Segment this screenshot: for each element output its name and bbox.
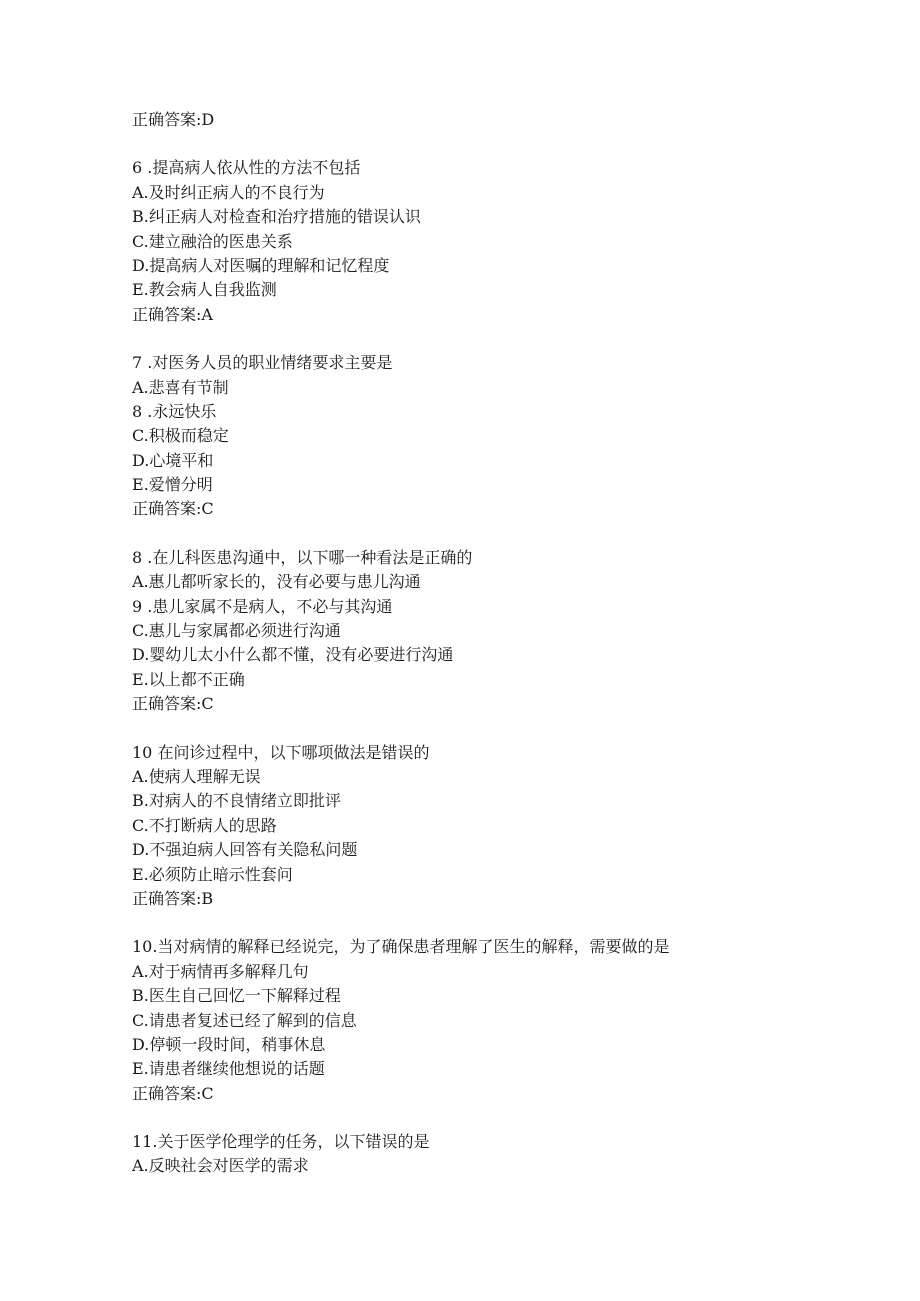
option-line: B.医生自己回忆一下解释过程 [132,986,341,1006]
answer-line: 正确答案:A [132,304,213,324]
option-line: A.悲喜有节制 [132,377,229,397]
question-stem: 10.当对病情的解释已经说完，为了确保患者理解了医生的解释，需要做的是 [132,937,670,957]
answer-line: 正确答案:C [132,499,214,519]
option-line: C.不打断病人的思路 [132,815,277,835]
answer-line: 正确答案:D [132,110,215,129]
question-block-7 [132,351,892,522]
option-line: A.惠儿都听家长的，没有必要与患儿沟通 [132,572,421,592]
option-line: 8 .永远快乐 [132,401,217,421]
answer-block-5 [132,108,892,132]
option-line: A.及时纠正病人的不良行为 [132,182,325,202]
option-line: A.对于病情再多解释几句 [132,961,309,981]
option-line: B.纠正病人对检查和治疗措施的错误认识 [132,207,421,227]
option-line: C.请患者复述已经了解到的信息 [132,1010,357,1030]
option-line: A.使病人理解无误 [132,766,261,786]
option-line: C.积极而稳定 [132,426,229,446]
document-page [132,108,892,1179]
option-line: B.对病人的不良情绪立即批评 [132,791,341,811]
answer-line: 正确答案:C [132,694,214,714]
option-line: E.必须防止暗示性套问 [132,864,293,884]
question-block-10a [132,741,892,912]
option-line: 9 .患儿家属不是病人，不必与其沟通 [132,596,393,616]
option-line: D.不强迫病人回答有关隐私问题 [132,840,358,860]
answer-line: 正确答案:C [132,1083,214,1103]
option-line: A.反映社会对医学的需求 [132,1156,309,1176]
answer-line: 正确答案:B [132,888,214,908]
question-stem: 8 .在儿科医患沟通中，以下哪一种看法是正确的 [132,547,473,567]
question-block-8 [132,546,892,717]
option-line: E.爱憎分明 [132,475,213,495]
option-line: D.婴幼儿太小什么都不懂，没有必要进行沟通 [132,645,454,665]
question-stem: 11.关于医学伦理学的任务，以下错误的是 [132,1132,430,1152]
option-line: E.请患者继续他想说的话题 [132,1059,325,1079]
question-block-10b [132,935,892,1106]
option-line: E.教会病人自我监测 [132,280,277,300]
option-line: D.提高病人对医嘱的理解和记忆程度 [132,255,390,275]
question-stem: 6 .提高病人依从性的方法不包括 [132,158,361,178]
option-line: C.建立融洽的医患关系 [132,231,293,251]
option-line: D.心境平和 [132,450,214,470]
question-stem: 7 .对医务人员的职业情绪要求主要是 [132,353,393,373]
question-block-11 [132,1130,892,1179]
option-line: C.惠儿与家属都必须进行沟通 [132,621,341,641]
option-line: E.以上都不正确 [132,669,245,689]
option-line: D.停顿一段时间，稍事休息 [132,1034,326,1054]
question-block-6 [132,156,892,327]
question-stem: 10 在问诊过程中，以下哪项做法是错误的 [132,742,430,762]
